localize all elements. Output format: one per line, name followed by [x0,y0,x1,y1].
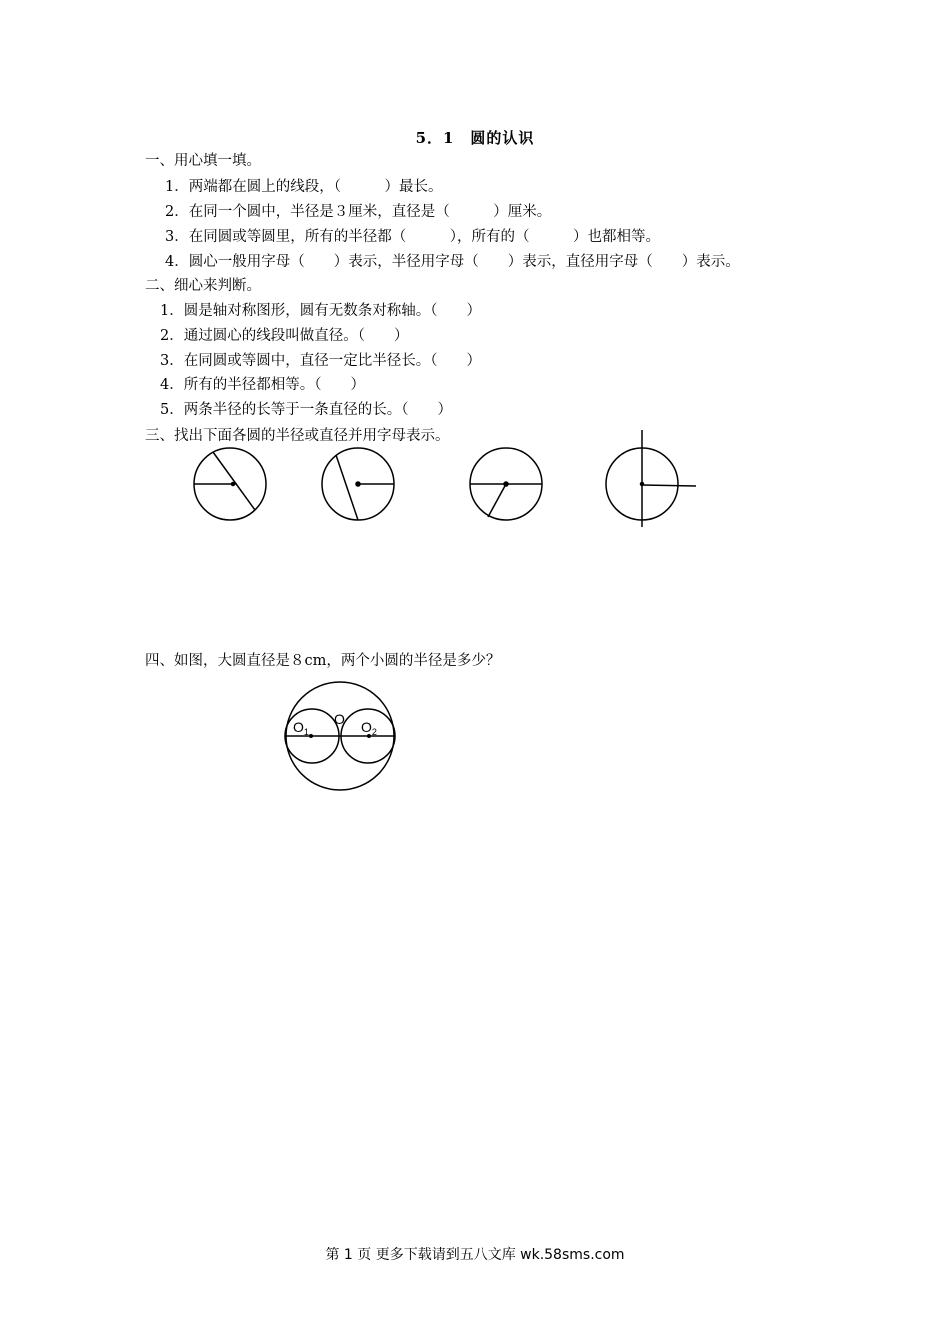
circle-figure-4 [606,430,696,527]
nested-circles-figure [280,680,400,800]
label-o1: $O_1$ [293,719,309,737]
section3-heading: 三、找出下面各圆的半径或直径并用字母表示。 [145,428,450,444]
section1-item-3: 3．在同圆或等圆里，所有的半径都（ ），所有的（ ）也都相等。 [165,229,660,245]
section1-heading: 一、用心填一填。 [145,153,261,169]
circle-figure-1 [194,448,266,520]
section2-item-1: 1．圆是轴对称图形，圆有无数条对称轴。（ ） [160,303,481,319]
section1-item-1: 1．两端都在圆上的线段，（ ）最长。 [165,179,443,195]
page-footer: 第 1 页 更多下载请到五八文库 wk.58sms.com [325,1247,625,1263]
section2-item-2: 2．通过圆心的线段叫做直径。（ ） [160,328,409,344]
section1-item-4: 4．圆心一般用字母（ ）表示，半径用字母（ ）表示，直径用字母（ ）表示。 [165,254,740,270]
section2-item-5: 5．两条半径的长等于一条直径的长。（ ） [160,402,452,418]
section2-item-4: 4．所有的半径都相等。（ ） [160,377,365,393]
center-o1-dot [309,734,313,738]
page-title: 5．1 圆的认识 [415,129,535,147]
section2-heading: 二、细心来判断。 [145,278,261,294]
circle-figure-3 [470,448,542,520]
label-o2: $O_2$ [361,719,377,737]
label-o: O [334,711,345,727]
section1-item-2: 2．在同一个圆中，半径是３厘米，直径是（ ）厘米。 [165,204,552,220]
section4-heading: 四、如图，大圆直径是８cm，两个小圆的半径是多少？ [145,653,501,669]
section2-item-3: 3．在同圆或等圆中，直径一定比半径长。（ ） [160,353,481,369]
section3-figures [0,0,950,560]
circle-figure-2 [322,448,394,520]
